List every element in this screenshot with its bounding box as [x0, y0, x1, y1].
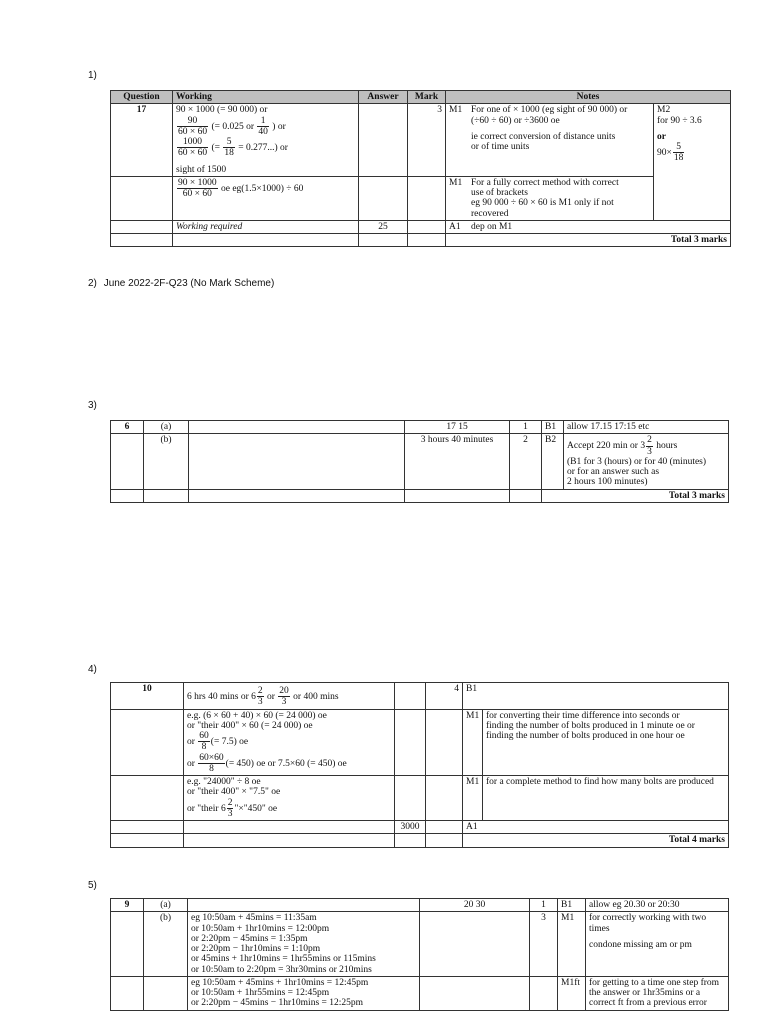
working-line [176, 137, 355, 159]
note-line: or of time units [471, 142, 530, 152]
fraction-numerator: 90 [177, 116, 208, 127]
working-cell [189, 434, 405, 489]
part-label: (a) [144, 899, 188, 912]
notes-cell [586, 976, 729, 1010]
note-text: dep on M1 [471, 221, 513, 232]
answer-cell [420, 912, 530, 977]
fraction [257, 116, 269, 138]
working-cell [188, 976, 420, 1010]
part-label: (b) [144, 434, 189, 489]
working-text: or "their 6 [187, 803, 226, 814]
empty-cell [111, 821, 184, 834]
fraction-numerator: 5 [223, 137, 235, 148]
question-number-5: 5) [88, 880, 97, 891]
working-text: (= 450) oe or 7.5×60 (= 450) oe [225, 758, 347, 769]
mark-code: M1 [463, 709, 483, 776]
empty-cell [405, 489, 510, 502]
question-2-text: June 2022-2F-Q23 (No Mark Scheme) [103, 278, 275, 289]
note-line: times [589, 923, 610, 934]
working-line: eg 10:50am + 45mins = 11:35am [191, 913, 317, 924]
answer-cell [359, 104, 408, 177]
empty-cell [510, 489, 542, 502]
table-row [111, 683, 729, 710]
mark-scheme-table-q1 [110, 90, 731, 247]
header-mark: Mark [408, 91, 446, 104]
fraction-denominator: 40 [258, 126, 268, 137]
working-text: (= [211, 142, 221, 153]
table-row [111, 104, 731, 177]
mark-code: M1 [463, 776, 483, 821]
empty-cell [359, 234, 408, 247]
mark-scheme-table-q5 [110, 898, 729, 1011]
working-cell [184, 821, 395, 834]
note-line: condone missing am or pm [589, 939, 692, 950]
note-line: 2 hours 100 minutes) [567, 477, 648, 488]
note-line: ie correct conversion of distance units [471, 131, 616, 142]
answer-cell [395, 683, 426, 710]
fraction-numerator: 20 [279, 686, 289, 696]
notes-cell: allow eg 20.30 or 20:30 [586, 899, 729, 912]
working-text: (= 7.5) oe [210, 736, 249, 747]
working-text: or [267, 691, 275, 702]
answer-cell [420, 976, 530, 1010]
mark-code: M1ft [558, 976, 586, 1010]
working-text: oe eg(1.5×1000) ÷ 60 [220, 183, 304, 194]
empty-cell [111, 434, 144, 489]
mark-code: A1 [449, 221, 461, 232]
table-row [111, 776, 729, 821]
table-row [111, 421, 729, 434]
fraction-denominator: 60 × 60 [182, 189, 212, 199]
total-row [111, 234, 731, 247]
fraction [223, 137, 235, 159]
fraction [177, 116, 208, 138]
fraction [257, 686, 264, 708]
header-question: Question [111, 91, 173, 104]
table-row [111, 176, 731, 220]
fraction-numerator: 60 [199, 731, 209, 741]
empty-cell [189, 489, 405, 502]
fraction-denominator: 3 [647, 446, 652, 457]
notes-cell [446, 104, 654, 177]
fraction-denominator: 8 [209, 763, 214, 774]
total-marks: Total 3 marks [542, 489, 729, 502]
empty-cell [111, 220, 173, 233]
note-text: Accept 220 min or 3 [567, 441, 646, 452]
working-line: 90 × 1000 (= 90 000) or [176, 105, 268, 116]
note-text: For one of × 1000 (eg sight of 90 000) or [471, 105, 628, 116]
fraction-denominator: 60 × 60 [178, 126, 208, 137]
mark-code: A1 [463, 821, 729, 834]
working-cell: Working required [173, 220, 359, 233]
working-cell [184, 709, 395, 776]
note-line: the answer or 1hr35mins or a [589, 988, 701, 998]
working-cell [184, 683, 395, 710]
header-answer: Answer [359, 91, 408, 104]
mark-code: B2 [542, 434, 564, 489]
fraction [227, 798, 234, 820]
note-line: finding the number of bolts produced in 1 minute oe or [486, 720, 695, 731]
mark-cell: 1 [530, 899, 558, 912]
note-line [567, 435, 725, 457]
question-number-4: 4) [88, 664, 97, 675]
total-marks: Total 3 marks [446, 234, 731, 247]
working-cell [173, 104, 359, 177]
working-line: or 45mins + 1hr10mins = 1hr55mins or 115mins [191, 954, 376, 965]
empty-cell [111, 834, 184, 847]
fraction-denominator: 3 [257, 697, 263, 708]
mark-scheme-table-q3 [110, 420, 729, 503]
note-line: correct ft from a previous error [589, 998, 707, 1009]
working-line: or 10:50am + 1hr10mins = 12:00pm [191, 923, 330, 934]
total-row [111, 834, 729, 847]
notes-cell [483, 709, 729, 776]
fraction-numerator: 2 [647, 435, 652, 446]
fraction [646, 435, 653, 457]
fraction-denominator: 3 [227, 808, 233, 819]
note-line: or [657, 131, 666, 142]
mark-cell: 4 [426, 683, 463, 710]
working-cell [184, 776, 395, 821]
mark-cell [426, 821, 463, 834]
answer-cell [359, 176, 408, 220]
working-line [187, 684, 391, 708]
note-line: (÷60 ÷ 60) or ÷3600 oe [471, 115, 560, 126]
empty-cell [395, 834, 426, 847]
empty-cell [111, 976, 144, 1010]
note-text: 90× [657, 147, 672, 158]
part-label: (a) [144, 421, 189, 434]
working-text: or [187, 758, 195, 769]
empty-cell [173, 234, 359, 247]
answer-cell: 25 [359, 220, 408, 233]
fraction-numerator: 90 × 1000 [178, 177, 217, 188]
empty-cell [111, 709, 184, 776]
fraction-numerator: 2 [257, 686, 263, 696]
working-line [187, 731, 391, 753]
mark-code: M2 [657, 105, 671, 116]
fraction-numerator: 5 [673, 142, 685, 153]
fraction-numerator: 1 [257, 116, 269, 127]
working-text: (= 0.025 or [211, 121, 255, 132]
table-row [111, 220, 731, 233]
empty-cell [111, 489, 144, 502]
mark-cell: 3 [408, 104, 446, 177]
table-row [111, 976, 729, 1010]
note-line [449, 178, 650, 188]
notes-cell [564, 434, 729, 489]
empty-cell [111, 234, 173, 247]
empty-cell [144, 976, 188, 1010]
notes-cell [446, 220, 731, 233]
mark-code: M1 [449, 105, 463, 116]
answer-cell: 3 hours 40 minutes [405, 434, 510, 489]
notes-cell [446, 176, 654, 220]
header-working: Working [173, 91, 359, 104]
mark-code: B1 [542, 421, 564, 434]
mark-cell [408, 176, 446, 220]
fraction-denominator: 3 [281, 697, 287, 708]
table-row [111, 434, 729, 489]
question-number-cell: 6 [111, 421, 144, 434]
note-line: finding the number of bolts produced in one hour oe [486, 731, 685, 741]
empty-cell [111, 912, 144, 977]
working-text: 6 hrs 40 mins or 6 [187, 691, 256, 702]
mark-cell: 1 [510, 421, 542, 434]
working-cell [189, 421, 405, 434]
question-2-line [88, 278, 274, 289]
table-row [111, 709, 729, 776]
notes-cell: B1 [463, 683, 729, 710]
fraction [673, 142, 685, 164]
answer-cell: 20 30 [420, 899, 530, 912]
question-number-cell: 17 [111, 104, 173, 177]
working-text: or [187, 736, 195, 747]
fraction-numerator: 60×60 [199, 752, 224, 763]
working-cell [173, 176, 359, 220]
note-line: for 90 ÷ 3.6 [657, 115, 702, 126]
working-line: e.g. "24000" ÷ 8 oe [187, 777, 261, 787]
empty-cell [408, 234, 446, 247]
note-line: (B1 for 3 (hours) or for 40 (minutes) [567, 456, 707, 467]
fraction-denominator: 18 [224, 148, 234, 159]
working-line [187, 798, 391, 820]
note-text: hours [656, 441, 678, 452]
question-number-cell: 9 [111, 899, 144, 912]
working-cell [188, 912, 420, 977]
working-line: or "their 400" × 60 (= 24 000) oe [187, 720, 313, 731]
mark-scheme-table-q4 [110, 682, 729, 848]
total-marks: Total 4 marks [463, 834, 729, 847]
working-line: or 10:50am + 1hr55mins = 12:45pm [191, 988, 330, 998]
part-label: (b) [144, 912, 188, 977]
working-line [187, 753, 391, 775]
note-line: for converting their time difference into seconds or [486, 710, 680, 721]
note-line: recovered [471, 208, 509, 219]
table-row [111, 821, 729, 834]
note-line: use of brackets [471, 188, 528, 198]
answer-cell [395, 709, 426, 776]
fraction [198, 731, 210, 753]
note-line [449, 105, 650, 115]
note-text: For a fully correct method with correct [471, 177, 619, 188]
fraction [177, 178, 218, 200]
mark-cell [408, 220, 446, 233]
question-number-1: 1) [88, 70, 97, 81]
note-line: or for an answer such as [567, 467, 660, 477]
note-line [657, 142, 727, 164]
notes-cell: allow 17.15 17:15 etc [564, 421, 729, 434]
table-header-row [111, 91, 731, 104]
question-number-2: 2) [88, 278, 97, 289]
empty-cell [111, 176, 173, 220]
working-cell [188, 899, 420, 912]
note-line: for correctly working with two [589, 913, 707, 924]
working-line [176, 116, 355, 138]
mark-code: M1 [558, 912, 586, 977]
fraction [198, 753, 224, 775]
working-text: ) or [272, 121, 286, 132]
notes-cell: for a complete method to find how many bolts are produced [483, 776, 729, 821]
question-number-cell: 10 [111, 683, 184, 710]
working-line: or 10:50am to 2:20pm = 3hr30mins or 210mins [191, 964, 372, 975]
note-line: eg 90 000 ÷ 60 × 60 is M1 only if not [471, 198, 614, 209]
fraction-denominator: 8 [201, 742, 207, 753]
mark-code: M1 [449, 177, 463, 188]
fraction-denominator: 18 [673, 153, 684, 164]
mark-cell: 2 [510, 434, 542, 489]
working-line: or 2:20pm − 45mins = 1:35pm [191, 933, 308, 944]
total-row [111, 489, 729, 502]
empty-cell [426, 834, 463, 847]
mark-cell [530, 976, 558, 1010]
working-line: or 2:20pm − 1hr10mins = 1:10pm [191, 944, 321, 954]
fraction-numerator: 1000 [177, 137, 208, 148]
working-line: eg 10:50am + 45mins + 1hr10mins = 12:45pm [191, 977, 369, 988]
mark-cell [426, 709, 463, 776]
answer-cell [395, 776, 426, 821]
working-line: e.g. (6 × 60 + 40) × 60 (= 24 000) oe [187, 710, 327, 721]
mark-cell: 3 [530, 912, 558, 977]
working-text: "×"450" oe [234, 803, 278, 814]
notes-cell [586, 912, 729, 977]
fraction-denominator: 60 × 60 [178, 148, 208, 159]
working-text: = 0.277...) or [238, 142, 288, 153]
fraction-numerator: 2 [227, 797, 233, 808]
table-row [111, 912, 729, 977]
header-notes: Notes [446, 91, 731, 104]
empty-cell [184, 834, 395, 847]
working-line: sight of 1500 [176, 164, 227, 175]
answer-cell: 3000 [395, 821, 426, 834]
question-number-3: 3) [88, 400, 97, 411]
answer-cell: 17 15 [405, 421, 510, 434]
alternative-notes-cell [654, 104, 731, 221]
fraction [177, 137, 208, 159]
empty-cell [144, 489, 189, 502]
working-text: or 400 mins [293, 691, 339, 702]
working-line: or 2:20pm − 45mins − 1hr10mins = 12:25pm [191, 998, 364, 1009]
note-line: for getting to a time one step from [589, 977, 720, 988]
working-line: or "their 400" × "7.5" oe [187, 787, 281, 798]
mark-code: B1 [558, 899, 586, 912]
mark-cell [426, 776, 463, 821]
fraction [278, 686, 290, 708]
table-row [111, 899, 729, 912]
empty-cell [111, 776, 184, 821]
